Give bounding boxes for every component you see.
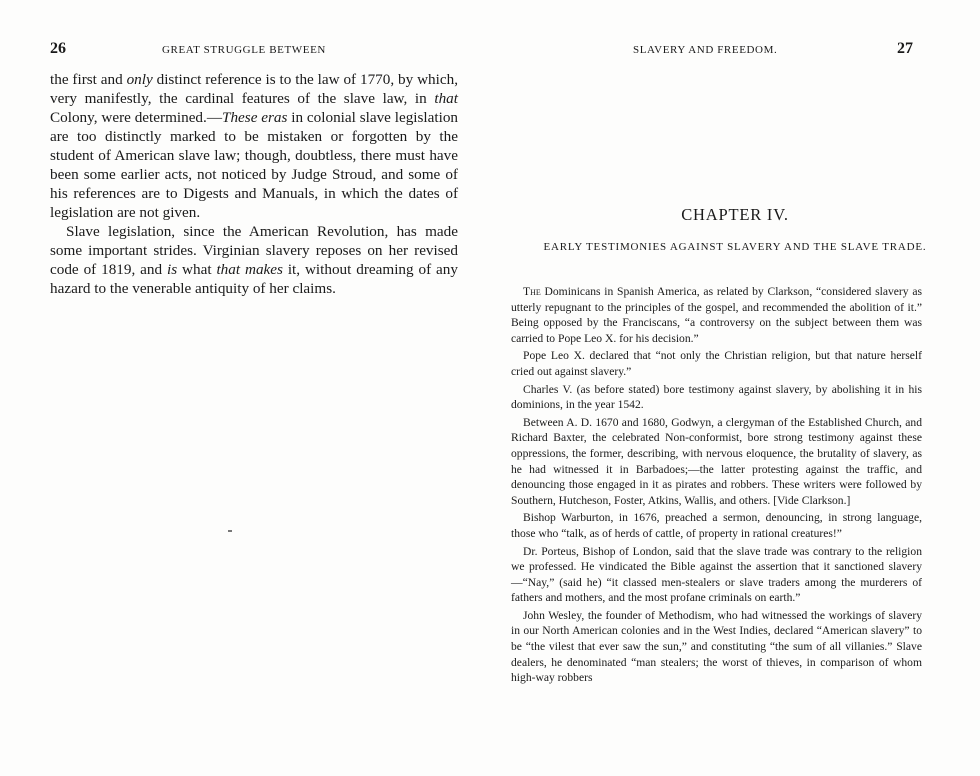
chapter-title: CHAPTER IV. xyxy=(681,205,789,224)
right-page-body xyxy=(511,284,922,688)
page-number-right: 27 xyxy=(897,40,913,57)
emphasis: that makes xyxy=(216,261,283,278)
text-run: it, without dreaming of any hazard to the venerable antiquity of her claims. xyxy=(50,261,458,297)
print-speck xyxy=(228,530,232,532)
emphasis: that xyxy=(434,90,458,107)
paragraph xyxy=(50,222,458,298)
text-run: in colonial slave legislation are too distinctly marked to be mistaken or forgotten by the student of American slave law; though, doubtless, there must have been some earlier acts, not noticed by Judge Stroud, and some of his references are to Digests and Manuals, in which the dates of legislation are not given. xyxy=(50,109,459,221)
paragraph: Pope Leo X. declared that “not only the Christian religion, but that nature herself cried out against slavery.” xyxy=(511,349,922,378)
text-run: distinct reference is to the law of 1770, by which, very manifestly, the cardinal features of the slave law, in xyxy=(50,71,458,107)
emphasis: These eras xyxy=(222,109,288,126)
paragraph: Dr. Porteus, Bishop of London, said that the slave trade was contrary to the religion we professed. He vindicated the Bible against the assertion that it sanctioned slavery—“Nay,” (said he) “it classed men-stealers or slave traders among the murderers of fathers and mothers, and the most profane criminals on earth.” xyxy=(511,544,922,605)
text-run: Slave legislation, since the American Revolution, has made some important strides. Virginian slavery reposes on her revised code of 1819, and xyxy=(50,223,458,278)
running-head-right: SLAVERY AND FREEDOM. xyxy=(633,44,778,56)
text-run: what xyxy=(177,261,217,278)
chapter-subtitle: EARLY TESTIMONIES AGAINST SLAVERY AND THE SLAVE TRADE. xyxy=(543,241,927,253)
page-number-left: 26 xyxy=(50,40,66,57)
text-run: Dominicans in Spanish America, as related by Clarkson, “considered slavery as utterly repugnant to the principles of the gospel, and recommended the abolition of it.” Being opposed by the Franciscans, “a controversy on the subject between them was carried to Pope Leo X. for his decision.” xyxy=(511,285,922,345)
text-run: the first and xyxy=(50,71,127,88)
text-run: Colony, were determined.— xyxy=(50,109,223,126)
running-head-left: GREAT STRUGGLE BETWEEN xyxy=(162,44,326,56)
paragraph: John Wesley, the founder of Methodism, who had witnessed the workings of slavery in our North American colonies and in the West Indies, declared “American slavery” to be “the vilest that ever saw the sun,” and constituting “the sum of all villanies.” Slave dealers, he denominated “man stealers; the worst of thieves, in comparison of whom high-way robbers xyxy=(511,608,922,685)
paragraph xyxy=(50,70,458,222)
lead-word: The xyxy=(523,285,541,298)
paragraph xyxy=(511,284,922,346)
paragraph: Bishop Warburton, in 1676, preached a sermon, denouncing, in strong language, those who “talk, as of herds of cattle, of property in rational creatures!” xyxy=(511,511,922,540)
emphasis: only xyxy=(126,71,153,88)
left-page-body xyxy=(50,70,458,298)
paragraph: Charles V. (as before stated) bore testimony against slavery, by abolishing it in his dominions, in the year 1542. xyxy=(511,382,922,412)
right-page xyxy=(490,0,980,776)
emphasis: is xyxy=(167,261,178,278)
paragraph: Between A. D. 1670 and 1680, Godwyn, a clergyman of the Established Church, and Richard Baxter, the celebrated Non-conformist, bore strong testimony against these oppressions, the former, describing, with nervous eloquence, the brutality of slavery, as he had witnessed it in Barbadoes;—the latter protesting against the traffic, and denouncing those engaged in it as pirates and robbers. These writers were followed by Southern, Hutcheson, Foster, Atkins, Wallis, and others. [Vide Clarkson.] xyxy=(511,415,922,507)
